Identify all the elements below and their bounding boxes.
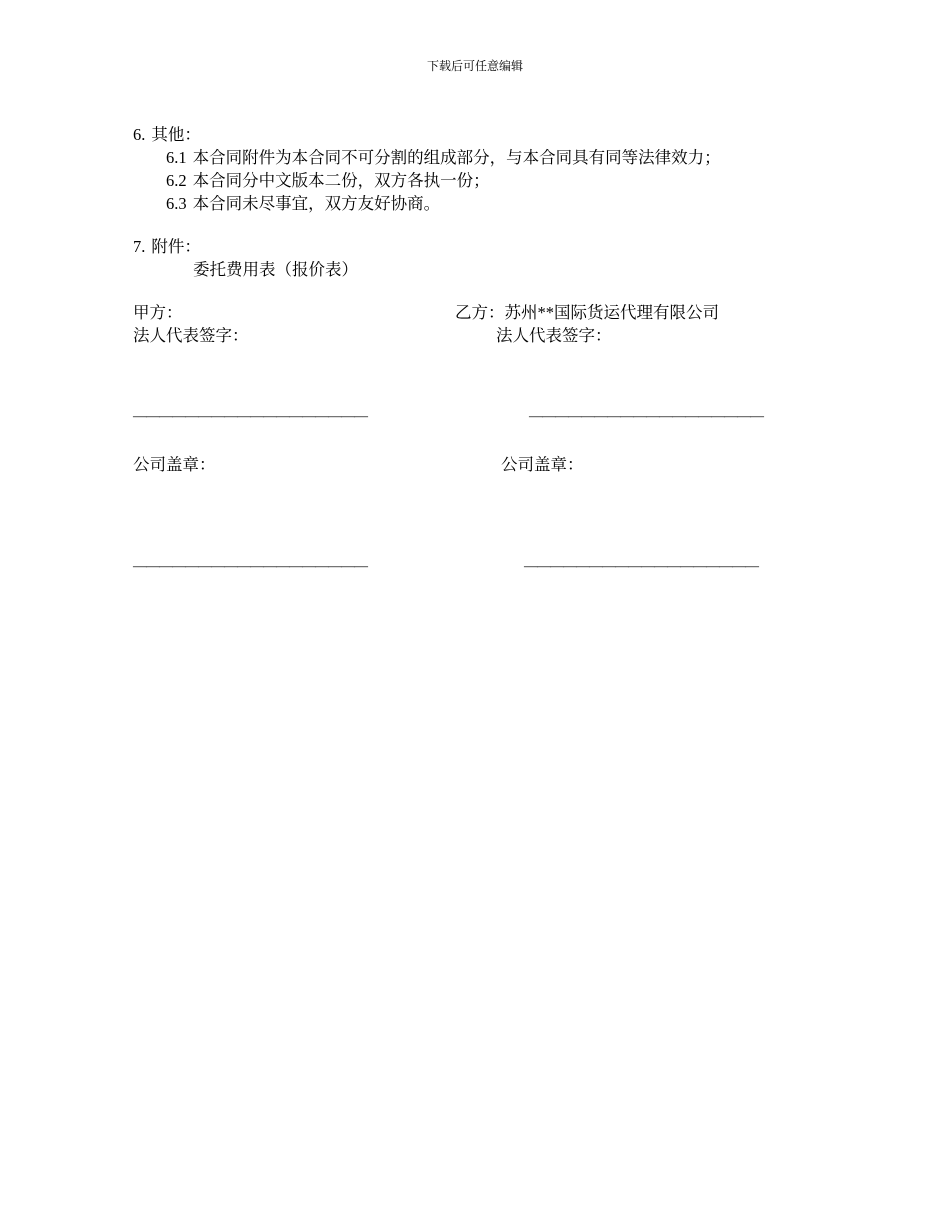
clause-text: 本合同未尽事宜，双方友好协商。 bbox=[192, 194, 441, 213]
party-a-rep-sign-label: 法人代表签字： bbox=[133, 326, 249, 345]
clause-6-1 bbox=[166, 147, 721, 169]
section-7-heading bbox=[133, 236, 201, 258]
party-b-label: 乙方：苏州**国际货运代理有限公司 bbox=[455, 303, 719, 322]
party-a-seal-line: —————————————————— bbox=[133, 559, 367, 574]
section-6-heading bbox=[133, 124, 201, 146]
section-7-number: 7. bbox=[133, 237, 146, 256]
party-b-signature-line: —————————————————— bbox=[529, 409, 763, 424]
clause-number: 6.2 bbox=[166, 171, 187, 190]
clause-text: 本合同分中文版本二份，双方各执一份； bbox=[192, 171, 490, 190]
clause-number: 6.1 bbox=[166, 148, 187, 167]
clause-text: 本合同附件为本合同不可分割的组成部分，与本合同具有同等法律效力； bbox=[192, 148, 721, 167]
clause-6-2 bbox=[166, 170, 490, 192]
page-header-note: 下载后可任意编辑 bbox=[426, 59, 523, 73]
section-7-title: 附件： bbox=[151, 237, 201, 256]
clause-6-3 bbox=[166, 193, 440, 215]
party-a-label: 甲方： bbox=[133, 303, 183, 322]
section-6-number: 6. bbox=[133, 125, 146, 144]
party-a-seal-label: 公司盖章： bbox=[133, 455, 216, 474]
section-6-title: 其他： bbox=[151, 125, 201, 144]
party-b-seal-label: 公司盖章： bbox=[501, 455, 584, 474]
party-a-signature-line: —————————————————— bbox=[133, 409, 367, 424]
attachment-item: 委托费用表（报价表） bbox=[193, 260, 358, 279]
party-b-seal-line: —————————————————— bbox=[524, 559, 758, 574]
party-b-rep-sign-label: 法人代表签字： bbox=[496, 326, 612, 345]
clause-number: 6.3 bbox=[166, 194, 187, 213]
